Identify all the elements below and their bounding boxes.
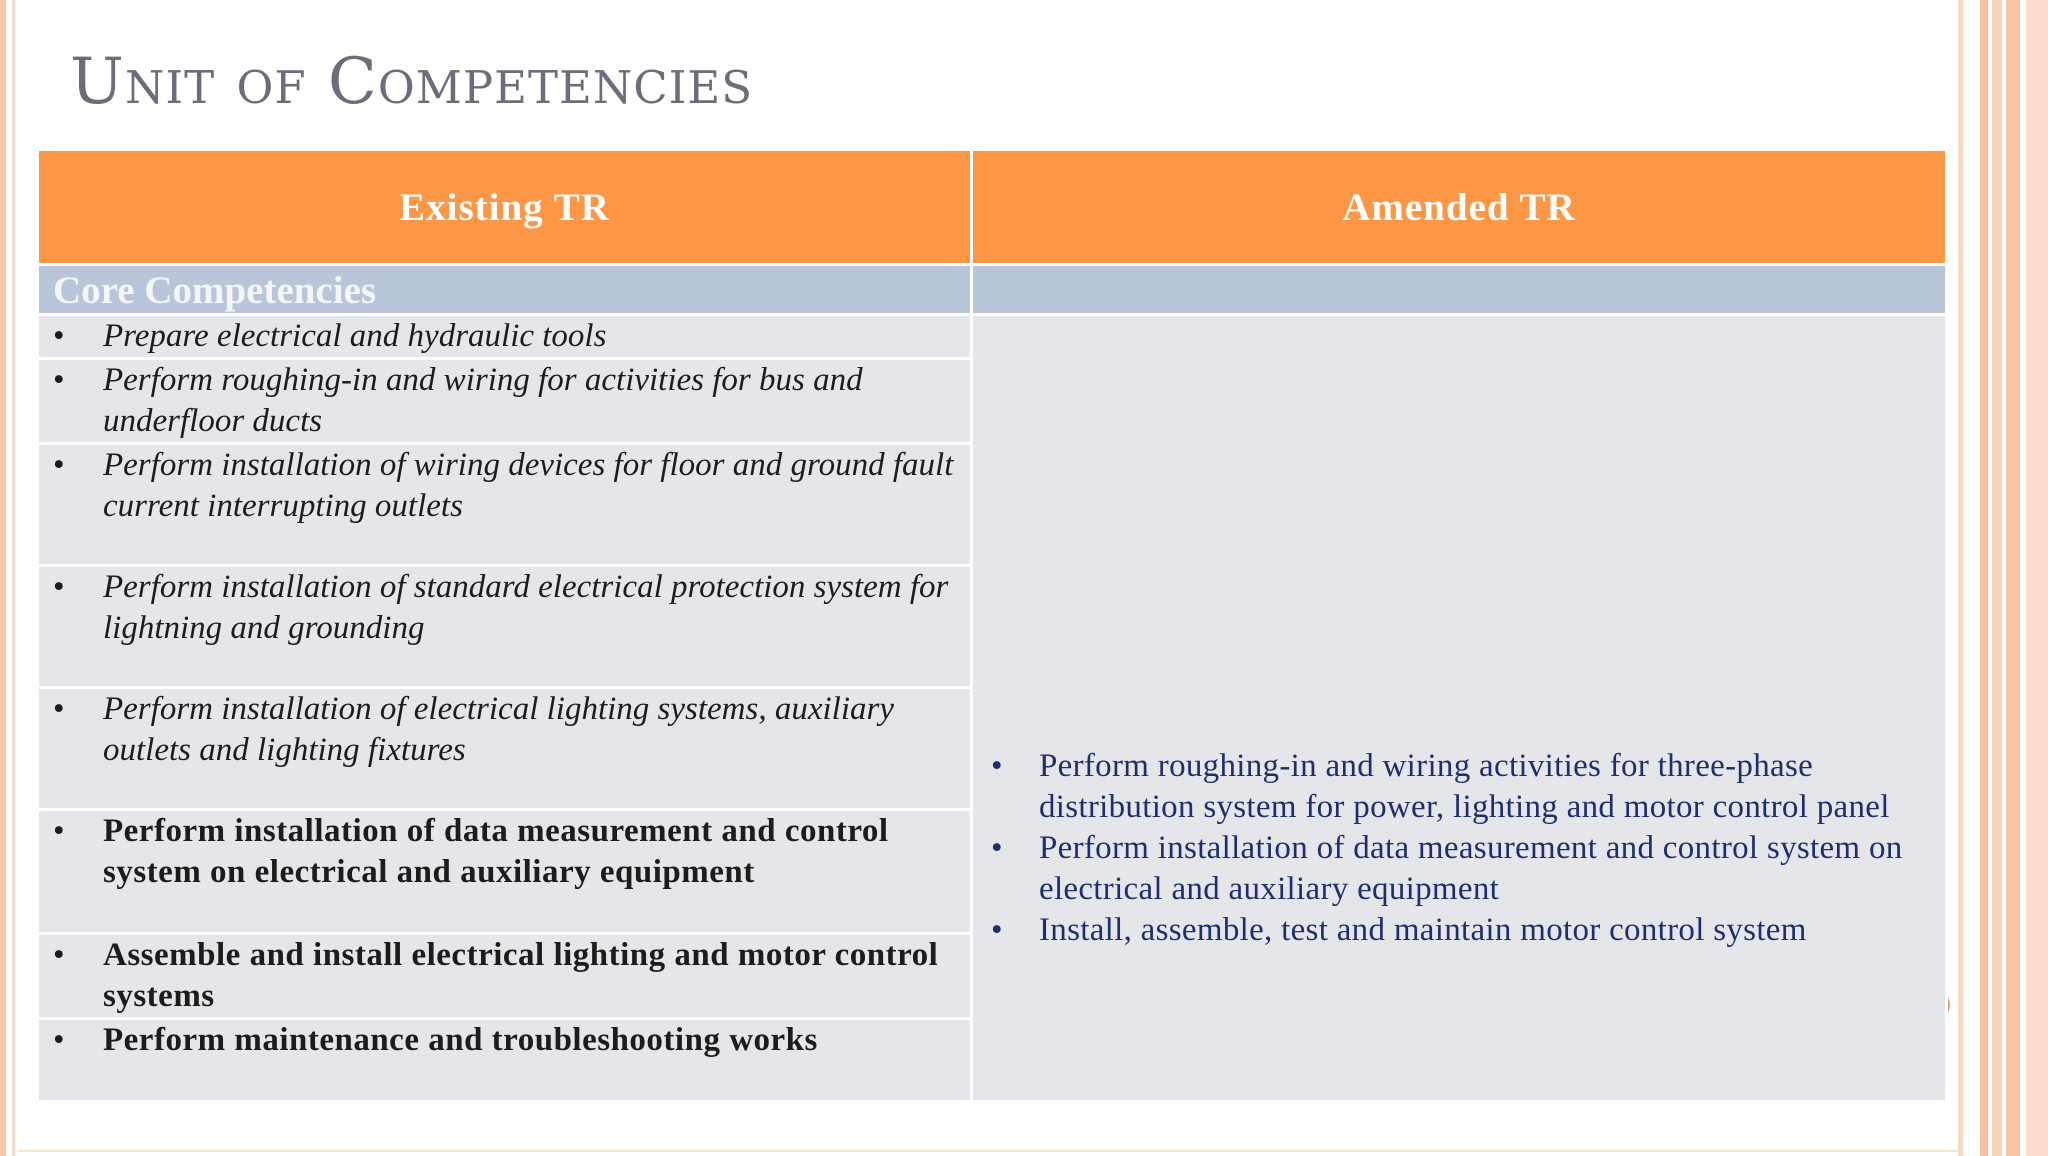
- border-stripe: [1980, 0, 1988, 1156]
- section-cell: [38, 265, 972, 315]
- existing-item-text: Perform installation of standard electrical protection system for lightning and grounding: [103, 569, 949, 646]
- bullet: •: [991, 830, 1003, 866]
- existing-item: [38, 444, 972, 566]
- amended-item: [979, 828, 1939, 910]
- amended-cell: [972, 315, 1947, 1102]
- bullet: •: [53, 318, 65, 354]
- amended-item-text: Perform installation of data measurement and control system on electrical and auxiliary equipment: [1039, 830, 1903, 907]
- existing-item: [38, 688, 972, 810]
- border-stripe: [12, 0, 15, 1156]
- amended-list: [979, 746, 1939, 951]
- amended-item-text: Perform roughing-in and wiring activities for three-phase distribution system for power, lighting and motor control panel: [1039, 748, 1890, 825]
- existing-item: [38, 934, 972, 1019]
- amended-item-text: Install, assemble, test and maintain motor control system: [1039, 912, 1807, 948]
- existing-item-text: Perform installation of wiring devices for floor and ground fault current interrupting outlets: [103, 447, 954, 524]
- bullet: •: [991, 748, 1003, 784]
- border-stripe: [0, 0, 6, 1156]
- bottom-divider: [18, 1150, 1958, 1152]
- bullet: •: [53, 362, 65, 398]
- bullet: •: [53, 691, 65, 727]
- bullet: •: [53, 569, 65, 605]
- existing-item-text: Prepare electrical and hydraulic tools: [103, 318, 607, 354]
- existing-item: [38, 810, 972, 934]
- header-row: [38, 150, 1947, 265]
- existing-item: [38, 359, 972, 444]
- border-stripe: [2026, 0, 2048, 1156]
- header-amended-tr: Amended TR: [972, 150, 1947, 265]
- bullet: •: [53, 937, 65, 973]
- competency-table: [36, 148, 1948, 1103]
- amended-item: [979, 746, 1939, 828]
- border-stripe: [1958, 0, 1963, 1156]
- bullet: •: [53, 447, 65, 483]
- existing-item: [38, 566, 972, 688]
- slide-title: Unit of Competencies: [70, 45, 754, 119]
- existing-item-text: Perform maintenance and troubleshooting works: [103, 1022, 818, 1058]
- border-stripe: [1992, 0, 2002, 1156]
- header-existing-tr: Existing TR: [38, 150, 972, 265]
- table-row: [38, 315, 1947, 359]
- existing-item: [38, 1019, 972, 1102]
- existing-item-text: Perform roughing-in and wiring for activities for bus and underfloor ducts: [103, 362, 863, 439]
- section-label: Core Competencies: [53, 269, 377, 312]
- section-cell-empty: [972, 265, 1947, 315]
- section-row: [38, 265, 1947, 315]
- bullet: •: [53, 1022, 65, 1058]
- existing-item-text: Assemble and install electrical lighting and motor control systems: [103, 937, 939, 1014]
- bullet: •: [53, 813, 65, 849]
- existing-item: [38, 315, 972, 359]
- border-stripe: [2006, 0, 2020, 1156]
- amended-item: [979, 910, 1939, 951]
- existing-item-text: Perform installation of electrical lighting systems, auxiliary outlets and lighting fixtures: [103, 691, 895, 768]
- existing-item-text: Perform installation of data measurement and control system on electrical and auxiliary equipment: [103, 813, 889, 890]
- bullet: •: [991, 912, 1003, 948]
